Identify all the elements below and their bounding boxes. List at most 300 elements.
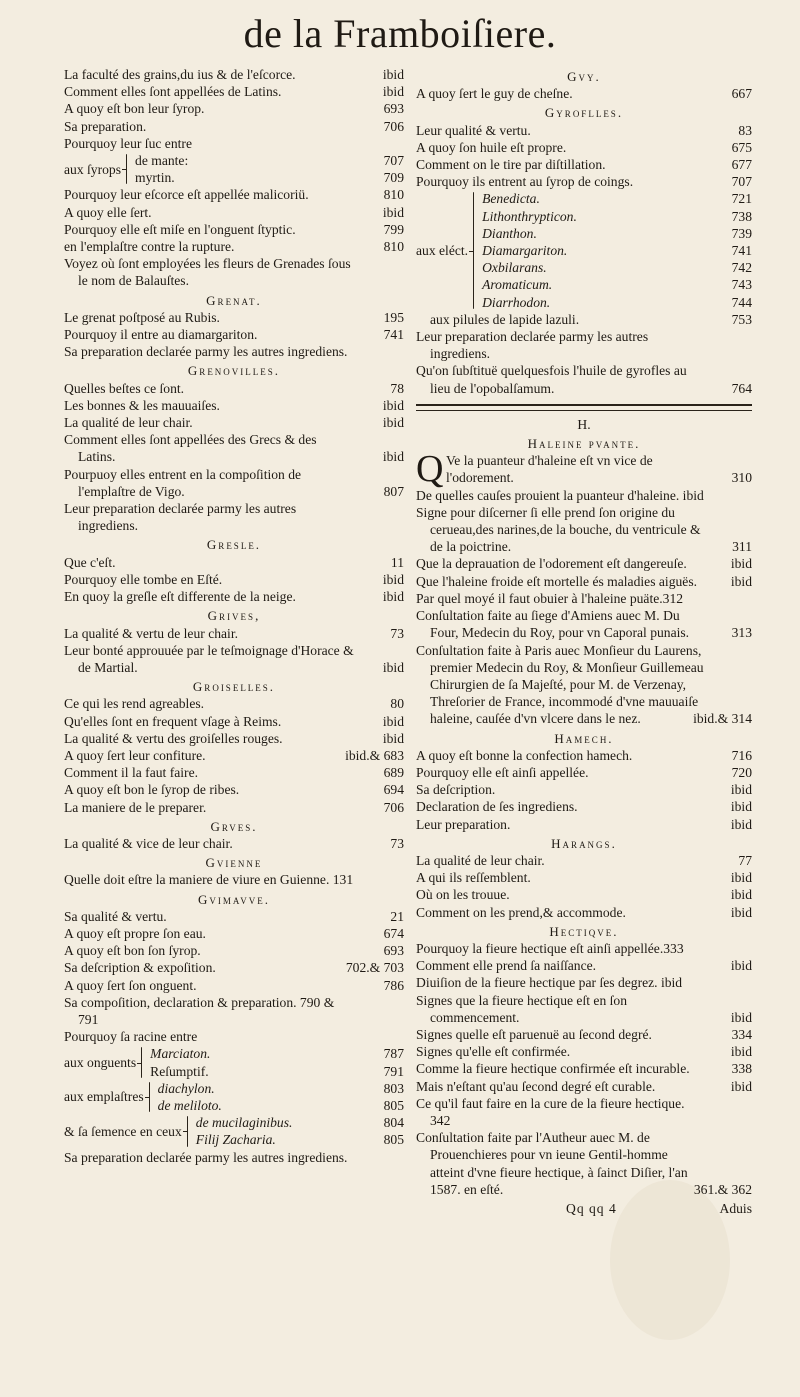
- index-entry: [416, 1060, 752, 1077]
- index-entry: [64, 554, 404, 571]
- index-entry-text: A quoy eſt bon ſon ſyrop.: [64, 943, 201, 959]
- index-page-ref: 674: [383, 925, 404, 941]
- index-page-ref: 744: [731, 294, 752, 310]
- braced-group-items: [196, 1114, 404, 1148]
- index-entry-text: Voyez où ſont employées les fleurs de Grenades ſous le nom de Balauſtes.: [64, 256, 351, 289]
- index-page-ref: 799: [383, 221, 404, 237]
- running-head: de la Framboiſiere.: [243, 11, 557, 56]
- index-entry-text: Comme la fieure hectique confirmée eſt incurable.: [416, 1061, 690, 1077]
- index-page-ref: 73: [390, 835, 404, 851]
- index-entry-text: Conſultation faite par l'Autheur auec M. de Prouenchieres pour vn ieune Gentil-homme atteint d'vne fieure hectique, à ſainct Diſier, l'an 1587. en eſté.: [416, 1130, 688, 1197]
- index-entry: [64, 799, 404, 816]
- index-entry: [416, 781, 752, 798]
- left-index-column: [64, 66, 404, 1166]
- index-page-ref: 694: [383, 782, 404, 798]
- index-entry: [64, 781, 404, 798]
- index-entry: [416, 957, 752, 974]
- index-page-ref: 805: [383, 1132, 404, 1148]
- index-entry-text: Comment on le tire par diſtillation.: [416, 157, 606, 173]
- index-entry: [416, 747, 752, 764]
- index-entry-text: Pourquoy leur eſcorce eſt appellée malicoriü.: [64, 187, 309, 203]
- braced-group-items: [135, 152, 404, 186]
- index-entry: [430, 311, 752, 328]
- index-entry-text: A quoy eſt propre ſon eau.: [64, 925, 206, 941]
- index-entry-text: En quoy la greſle eſt differente de la neige.: [64, 589, 296, 605]
- index-entry-text: A quoy ſert leur confiture.: [64, 747, 206, 763]
- braced-item-text: Lithonthrypticon.: [482, 208, 577, 224]
- index-entry-text: Quelle doit eſtre la maniere de viure en Guienne. 131: [64, 872, 354, 888]
- index-entry-text: Signes qu'elle eſt confirmée.: [416, 1044, 571, 1060]
- index-page-ref: ibid: [730, 958, 752, 974]
- index-page-ref: ibid: [730, 573, 752, 589]
- index-page-ref: 804: [383, 1115, 404, 1131]
- index-entry-text: Que l'haleine froide eſt mortelle és maladies aiguës.: [416, 573, 698, 589]
- index-entry: [64, 66, 404, 83]
- braced-group-label: aux eléct.: [416, 243, 469, 259]
- index-page-ref: ibid: [382, 589, 404, 605]
- index-entry: [64, 908, 404, 925]
- braced-item-text: Aromaticum.: [482, 277, 553, 293]
- braced-item: [196, 1131, 404, 1148]
- index-entry: [416, 974, 752, 991]
- index-page-ref: 741: [383, 327, 404, 343]
- index-page-ref: ibid: [382, 449, 404, 465]
- index-entry: [64, 571, 404, 588]
- index-heading: Grenat.: [206, 292, 262, 308]
- index-page-ref: ibid: [730, 816, 752, 832]
- index-entry-text: Pourquoy la fieure hectique eſt ainſi appellée.333: [416, 940, 684, 956]
- index-page-ref: 80: [390, 696, 404, 712]
- braced-item-text: myrtin.: [135, 170, 175, 186]
- index-entry: [416, 173, 752, 190]
- braced-item-text: Filij Zacharia.: [195, 1132, 276, 1148]
- brace-mark: [184, 1114, 192, 1148]
- braced-item-text: Dianthon.: [482, 225, 537, 241]
- index-page-ref: ibid: [730, 1009, 752, 1025]
- index-page-ref: 706: [383, 799, 404, 815]
- index-entry-text: A quoy ſon huile eſt propre.: [416, 139, 567, 155]
- index-entry: [416, 642, 752, 728]
- index-entry-text: Pourquoy elle eſt ainſi appellée.: [416, 764, 589, 780]
- braced-item: [482, 242, 752, 259]
- index-entry: [64, 713, 404, 730]
- index-entry: [64, 309, 404, 326]
- index-page-ref: 693: [383, 101, 404, 117]
- index-entry: [64, 83, 404, 100]
- braced-item: [482, 294, 752, 311]
- index-entry-text: Où on les trouue.: [416, 887, 510, 903]
- index-page-ref: 753: [731, 311, 752, 327]
- index-entry: [416, 607, 752, 641]
- braced-item-text: Diarrhodon.: [482, 294, 551, 310]
- index-page-ref: ibid: [730, 1078, 752, 1094]
- index-entry-text: Que la deprauation de l'odorement eſt dangereuſe.: [416, 556, 687, 572]
- braced-group-items: [150, 1045, 404, 1079]
- braced-item: [135, 152, 404, 169]
- signature-mark: Qq qq 4: [566, 1201, 617, 1216]
- index-page-ref: 810: [383, 187, 404, 203]
- index-page-ref: 709: [383, 170, 404, 186]
- index-heading: Grenovilles.: [187, 363, 281, 379]
- index-entry: [64, 135, 404, 152]
- index-entry: [416, 362, 752, 396]
- index-entry: [64, 238, 404, 255]
- index-entry-text: Pourquoy ils entrent au ſyrop de coings.: [416, 174, 634, 190]
- braced-group: [64, 152, 404, 186]
- index-entry: [416, 1129, 752, 1198]
- index-entry: [416, 139, 752, 156]
- index-entry-text: Pourquoy elle tombe en Eſté.: [64, 571, 223, 587]
- index-entry-text: A qui ils reſſemblent.: [416, 870, 531, 886]
- index-entry: [64, 118, 404, 135]
- braced-group: [64, 1080, 404, 1114]
- section-rule: [416, 404, 752, 411]
- index-entry: [416, 852, 752, 869]
- index-page-ref: 677: [731, 157, 752, 173]
- index-entry: [416, 816, 752, 833]
- index-entry-text: Leur bonté approuuée par le teſmoignage d'Horace & de Martial.: [64, 642, 354, 675]
- index-entry-text: La maniere de le preparer.: [64, 799, 207, 815]
- index-entry: [416, 1026, 752, 1043]
- braced-item-text: Benedicta.: [482, 191, 540, 207]
- braced-item-text: Marciaton.: [150, 1046, 211, 1062]
- index-entry: [416, 85, 752, 102]
- index-entry-text: Sa deſcription.: [416, 782, 496, 798]
- index-page-ref: 83: [738, 122, 752, 138]
- index-entry-text: Ve la puanteur d'haleine eſt vn vice de l'odorement.: [446, 453, 653, 486]
- index-entry: [416, 798, 752, 815]
- index-page-ref: ibid.& 683: [345, 747, 404, 763]
- index-entry: [416, 487, 752, 504]
- index-entry-text: Les bonnes & les mauuaiſes.: [64, 397, 220, 413]
- catchword: Aduis: [719, 1201, 752, 1216]
- index-entry: [64, 100, 404, 117]
- index-entry: [64, 959, 404, 976]
- index-entry: [64, 326, 404, 343]
- index-entry: [64, 994, 404, 1028]
- index-page-ref: ibid: [382, 730, 404, 746]
- braced-item: [150, 1045, 404, 1062]
- index-page-ref: ibid: [730, 799, 752, 815]
- index-entry: [416, 869, 752, 886]
- index-entry: [64, 942, 404, 959]
- braced-item: [482, 208, 752, 225]
- index-page-ref: 195: [383, 309, 404, 325]
- index-entry-text: Signe pour diſcerner ſi elle prend ſon origine du cerueau,des narines,de la bouche, du ventricule & de la poictrine.: [416, 504, 701, 555]
- index-entry: [64, 397, 404, 414]
- index-entry: [64, 204, 404, 221]
- index-page-ref: 742: [731, 260, 752, 276]
- index-page-ref: ibid: [382, 415, 404, 431]
- index-entry: [416, 886, 752, 903]
- index-entry: [64, 221, 404, 238]
- index-page-ref: ibid: [382, 84, 404, 100]
- index-entry: [416, 328, 752, 362]
- index-entry-text: Que c'eſt.: [64, 554, 116, 570]
- index-entry-text: Pourquoy ſa racine entre: [64, 1029, 198, 1045]
- index-entry: [64, 1028, 404, 1045]
- index-page-ref: 77: [738, 852, 752, 868]
- index-entry-text: Pourpuoy elles entrent en la compoſition de l'emplaſtre de Vigo.: [64, 466, 302, 499]
- index-entry: [64, 1149, 404, 1166]
- index-entry: [64, 764, 404, 781]
- index-entry-text: Comment on les prend,& accommode.: [416, 904, 626, 920]
- index-entry-text: Signes que la fieure hectique eſt en ſon commencement.: [416, 992, 628, 1025]
- index-entry: [416, 1078, 752, 1095]
- index-entry-text: Comment il la faut faire.: [64, 765, 199, 781]
- index-entry-text: Comment elles ſont appellées de Latins.: [64, 84, 282, 100]
- section-letter: H.: [577, 416, 591, 432]
- index-page-ref: 810: [383, 239, 404, 255]
- index-heading: Gvimavve.: [198, 891, 270, 907]
- index-page-ref: 707: [731, 174, 752, 190]
- index-entry-text: La faculté des grains,du ius & de l'eſcorce.: [64, 67, 296, 82]
- index-page-ref: 707: [383, 153, 404, 169]
- index-entry: [64, 642, 404, 676]
- index-heading: Gvy.: [567, 69, 601, 84]
- index-heading: Hamech.: [554, 730, 614, 746]
- index-entry: [416, 992, 752, 1026]
- index-entry-text: Pourquoy il entre au diamargariton.: [64, 327, 258, 343]
- brace-mark: [470, 190, 478, 310]
- index-entry: [64, 835, 404, 852]
- index-page-ref: 675: [731, 139, 752, 155]
- index-entry-text: Le grenat poſtposé au Rubis.: [64, 309, 220, 325]
- braced-item: [196, 1114, 404, 1131]
- index-entry: [64, 255, 404, 289]
- braced-item-text: de meliloto.: [157, 1097, 222, 1113]
- braced-item: [135, 169, 404, 186]
- index-page-ref: ibid: [730, 782, 752, 798]
- index-entry-text: Pourquoy leur ſuc entre: [64, 135, 192, 151]
- index-page-ref: 334: [731, 1026, 752, 1042]
- index-heading: Groiselles.: [192, 679, 276, 695]
- index-entry-text: Comment elles ſont appellées des Grecs & des Latins.: [64, 432, 317, 465]
- index-entry: [64, 431, 404, 465]
- braced-item-text: de mucilaginibus.: [195, 1115, 293, 1131]
- index-entry-text: Qu'elles ſont en frequent vſage à Reims.: [64, 713, 282, 729]
- index-entry: [416, 940, 752, 957]
- index-entry-text: Leur preparation declarée parmy les autres ingrediens.: [416, 329, 649, 362]
- index-page-ref: 667: [731, 86, 752, 102]
- index-entry-text: Diuiſion de la fieure hectique par ſes degrez. ibid: [416, 975, 683, 991]
- index-page-ref: 702.& 703: [345, 960, 404, 976]
- index-entry-text: A quoy eſt bon le ſyrop de ribes.: [64, 782, 240, 798]
- index-page-ref: 786: [383, 977, 404, 993]
- index-entry: [64, 414, 404, 431]
- braced-group-label: & ſa ſemence en ceux: [64, 1123, 182, 1139]
- index-entry-text: Quelles beſtes ce ſont.: [64, 380, 185, 396]
- index-heading: Gresle.: [206, 537, 262, 553]
- index-entry-text: La qualité de leur chair.: [64, 415, 193, 431]
- index-entry: [64, 466, 404, 500]
- index-entry: [64, 380, 404, 397]
- index-entry-text: Qu'on ſubſtituë quelquesfois l'huile de gyrofles au lieu de l'opobalſamum.: [416, 363, 687, 396]
- index-entry-text: A quoy eſt bon leur ſyrop.: [64, 101, 205, 117]
- index-entry: [64, 871, 404, 888]
- braced-group: [416, 190, 752, 310]
- index-entry: [64, 186, 404, 203]
- index-entry-text: La qualité & vertu des groiſelles rouges.: [64, 730, 283, 746]
- index-entry: [64, 977, 404, 994]
- index-entry-text: Leur preparation.: [416, 816, 511, 832]
- brace-mark: [138, 1045, 146, 1079]
- index-page-ref: 721: [731, 191, 752, 207]
- index-heading: Haleine pvante.: [527, 436, 641, 452]
- index-entry: [64, 500, 404, 534]
- index-page-ref: 741: [731, 243, 752, 259]
- braced-group-items: [482, 190, 752, 310]
- index-entry: [64, 747, 404, 764]
- index-entry-text: aux pilules de lapide lazuli.: [430, 311, 580, 327]
- braced-item: [482, 276, 752, 293]
- index-entry: [416, 156, 752, 173]
- index-page-ref: 21: [390, 908, 404, 924]
- index-entry: [64, 730, 404, 747]
- index-page-ref: ibid: [382, 204, 404, 220]
- dropcap-letter: Q: [416, 448, 444, 491]
- index-page-ref: ibid: [730, 904, 752, 920]
- index-page-ref: ibid: [730, 887, 752, 903]
- page-footer: [416, 1198, 752, 1218]
- index-entry-text: A quoy elle ſert.: [64, 204, 152, 220]
- index-page-ref: 78: [390, 380, 404, 396]
- index-entry: [64, 343, 404, 360]
- braced-group-items: [158, 1080, 404, 1114]
- index-heading: Hectiqve.: [549, 923, 619, 939]
- index-page-ref: 73: [390, 625, 404, 641]
- index-entry-text: Sa compoſition, declaration & preparation. 790 & 791: [64, 994, 335, 1027]
- index-entry-text: A quoy eſt bonne la confection hamech.: [416, 747, 633, 763]
- braced-item-text: Diamargariton.: [482, 243, 568, 259]
- index-page-ref: 311: [732, 539, 752, 555]
- index-page-ref: 791: [383, 1063, 404, 1079]
- index-entry: [416, 504, 752, 556]
- index-entry-text: Ce qui les rend agreables.: [64, 696, 205, 712]
- index-page-ref: 743: [731, 277, 752, 293]
- index-page-ref: 310: [731, 470, 752, 486]
- index-entry-text: Sa preparation declarée parmy les autres ingrediens.: [64, 1149, 348, 1165]
- index-entry: [416, 573, 752, 590]
- index-page-ref: ibid: [730, 870, 752, 886]
- braced-group-label: aux onguents: [64, 1054, 137, 1070]
- index-entry-text: La qualité & vertu de leur chair.: [64, 625, 239, 641]
- index-page-ref: 805: [383, 1097, 404, 1113]
- index-entry: [416, 1095, 752, 1129]
- index-entry-text: A quoy ſert le guy de cheſne.: [416, 86, 573, 102]
- index-page-ref: ibid: [382, 67, 404, 82]
- index-page-ref: 738: [731, 208, 752, 224]
- index-page-ref: 361.& 362: [693, 1181, 752, 1197]
- braced-group-label: aux ſyrops: [64, 161, 122, 177]
- index-page-ref: ibid: [730, 1044, 752, 1060]
- braced-item-text: de mante:: [135, 153, 189, 169]
- braced-item: [482, 190, 752, 207]
- index-entry-text: en l'emplaſtre contre la rupture.: [64, 239, 235, 255]
- index-entry: [416, 590, 752, 607]
- brace-mark: [123, 152, 131, 186]
- index-heading: Grves.: [210, 818, 258, 834]
- index-heading: Grives,: [207, 608, 261, 624]
- index-entry-text: Mais n'eſtant qu'au ſecond degré eſt curable.: [416, 1078, 656, 1094]
- index-page-ref: 706: [383, 118, 404, 134]
- index-page-ref: 338: [731, 1061, 752, 1077]
- index-page-ref: 807: [383, 483, 404, 499]
- index-page-ref: ibid: [382, 571, 404, 587]
- index-entry-text: Signes quelle eſt paruenuë au ſecond degré.: [416, 1026, 652, 1042]
- index-page-ref: 739: [731, 225, 752, 241]
- index-page-ref: 764: [731, 380, 752, 396]
- braced-item-text: Oxbilarans.: [482, 260, 547, 276]
- index-entry-text: Sa preparation.: [64, 118, 147, 134]
- index-entry-text: Ce qu'il faut faire en la cure de la fieure hectique. 342: [416, 1095, 685, 1128]
- index-page-ref: ibid: [730, 556, 752, 572]
- braced-item: [482, 225, 752, 242]
- index-page-ref: 11: [390, 554, 404, 570]
- index-heading: Harangs.: [551, 835, 617, 851]
- index-page-ref: ibid: [382, 659, 404, 675]
- index-entry: [64, 625, 404, 642]
- index-entry-text: Pourquoy elle eſt miſe en l'onguent ſtyptic.: [64, 221, 296, 237]
- index-entry-text: Leur qualité & vertu.: [416, 122, 531, 138]
- index-page-ref: 313: [731, 625, 752, 641]
- right-index-column: [416, 66, 752, 1218]
- braced-item: [150, 1063, 404, 1080]
- index-entry-text: Par quel moyé il faut obuier à l'haleine puäte.312: [416, 590, 684, 606]
- braced-group: [64, 1045, 404, 1079]
- index-entry-text: Declaration de ſes ingrediens.: [416, 799, 578, 815]
- index-entry: [416, 764, 752, 781]
- index-page-ref: 803: [383, 1080, 404, 1096]
- index-entry: [64, 695, 404, 712]
- index-entry-text: A quoy ſert ſon onguent.: [64, 977, 197, 993]
- index-page-ref: 787: [383, 1046, 404, 1062]
- braced-item-text: Reſumptif.: [150, 1063, 209, 1079]
- index-entry: [416, 1043, 752, 1060]
- index-page-ref: ibid: [382, 397, 404, 413]
- braced-item-text: diachylon.: [157, 1080, 215, 1096]
- index-entry-text: Leur preparation declarée parmy les autres ingrediens.: [64, 501, 297, 534]
- index-entry-text: Sa preparation declarée parmy les autres ingrediens.: [64, 344, 348, 360]
- index-entry-text: De quelles cauſes prouient la puanteur d'haleine. ibid: [416, 487, 704, 503]
- index-page-ref: ibid.& 314: [693, 711, 752, 727]
- braced-item: [158, 1097, 404, 1114]
- braced-group: [64, 1114, 404, 1148]
- index-entry: [416, 555, 752, 572]
- braced-item: [158, 1080, 404, 1097]
- braced-item: [482, 259, 752, 276]
- index-page-ref: ibid: [382, 713, 404, 729]
- index-entry-text: Sa qualité & vertu.: [64, 908, 167, 924]
- index-entry: [64, 588, 404, 605]
- index-page-ref: 716: [731, 747, 752, 763]
- index-entry-text: La qualité & vice de leur chair.: [64, 835, 233, 851]
- index-entry-text: Conſultation faite à Paris auec Monſieur du Laurens, premier Medecin du Roy, & Monſieur Guillemeau Chirurgien de ſa Majeſté, pour M. de Verzenay, Threſorier de France, incommodé d'vne mauuaiſe haleine, cauſée d'vn vlcere dans le nez.: [416, 642, 704, 727]
- index-entry-text: Sa deſcription & expoſition.: [64, 960, 216, 976]
- index-entry-text: Comment elle prend ſa naiſſance.: [416, 958, 597, 974]
- index-page-ref: 693: [383, 943, 404, 959]
- index-entry-text: La qualité de leur chair.: [416, 852, 545, 868]
- index-heading: Gvienne: [205, 855, 263, 871]
- index-entry-text: Conſultation faite au ſiege d'Amiens auec M. Du Four, Medecin du Roy, pour vn Caporal punais.: [416, 608, 690, 641]
- braced-group-label: aux emplaſtres: [64, 1089, 144, 1105]
- index-entry: [416, 122, 752, 139]
- index-heading: Gyroflles.: [544, 105, 624, 121]
- index-entry: [416, 904, 752, 921]
- index-page-ref: 689: [383, 765, 404, 781]
- brace-mark: [146, 1080, 154, 1114]
- index-page-ref: 720: [731, 764, 752, 780]
